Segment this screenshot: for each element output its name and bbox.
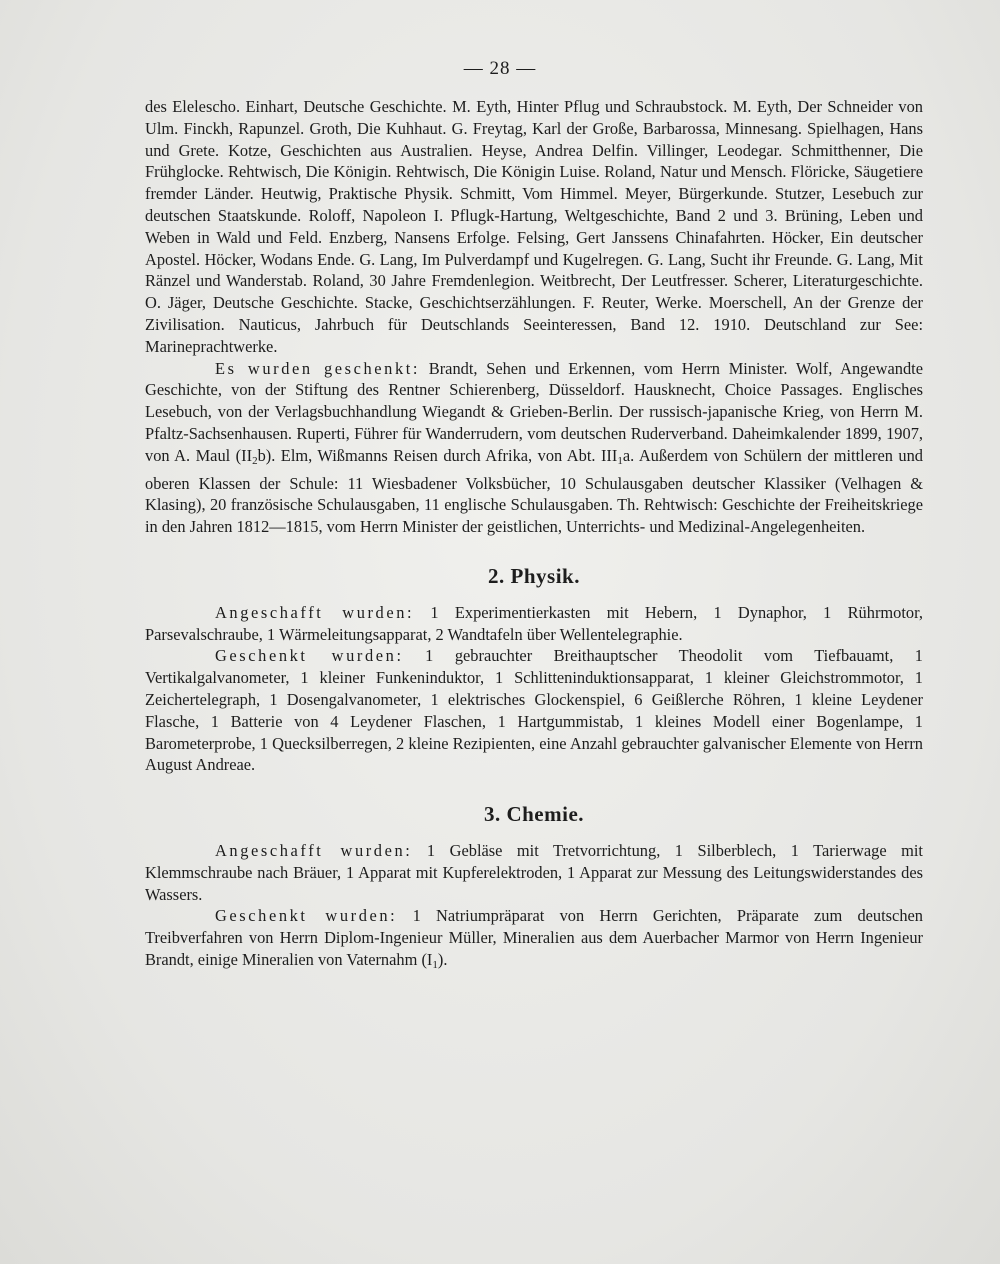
physik-gifted-lead: Geschenkt wurden:	[215, 646, 404, 666]
intro-paragraph: des Elelescho. Einhart, Deutsche Geschichte. M. Eyth, Hinter Pflug und Schraubstock. M. Eyth, Der Schneider von Ulm. Finckh, Rapunzel. Groth, Die Kuhhaut. G. Freytag, Karl der Große, Barbarossa, Minnesang. Spielhagen, Hans und Grete. Kotze, Geschichten aus Australien. Heyse, Andrea Delfin. Villinger, Leodegar. Schmitthenner, Die Frühglocke. Rehtwisch, Die Königin. Rehtwisch, Die Königin Luise. Roland, Natur und Mensch. Flöricke, Säugetiere fremder Länder. Heutwig, Praktische Physik. Schmitt, Vom Himmel. Meyer, Bürgerkunde. Stutzer, Lesebuch zur deutschen Staatskunde. Roloff, Napoleon I. Pflugk-Hartung, Weltgeschichte, Band 2 und 3. Brüning, Leben und Weben in Wald und Feld. Enzberg, Nansens Erfolge. Felsing, Gert Janssens Chinafahrten. Höcker, Ein deutscher Apostel. Höcker, Wodans Ende. G. Lang, Im Pulverdampf und Kugelregen. G. Lang, Sucht ihr Freunde. G. Lang, Mit Ränzel und Wanderstab. Roland, 30 Jahre Fremdenlegion. Weitbrecht, Der Leutfresser. Scherer, Literaturgeschichte. O. Jäger, Deutsche Geschichte. Stacke, Geschichtserzählungen. F. Reuter, Werke. Moerschell, An der Grenze der Zivilisation. Nauticus, Jahrbuch für Deutschlands Seeinteressen, Band 12. 1910. Deutschland zur See: Marineprachtwerke.	[145, 97, 923, 356]
gifts-text-c: a. Außerdem von Schülern der mittleren und oberen Klassen der Schule: 11 Wiesbadener Volksbücher, 10 Schulausgaben deutscher Klassiker (Velhagen & Klasing), 20 französische Schulausgaben, 11 englische Schulausgaben. Th. Rehtwisch: Geschichte der Freiheitskriege in den Jahren 1812—1815, vom Herrn Minister der geistlichen, Unterrichts- und Medizinal-Angelegenheiten.	[145, 445, 923, 537]
chemie-bought-lead: Angeschafft wurden:	[215, 840, 413, 860]
chemie-gifted-text-b: ).	[437, 949, 448, 969]
chemie-gifted-text-a: 1 Natriumpräparat von Herrn Gerichten, Präparate zum deutschen Treibverfahren von Herrn Diplom-Ingenieur Müller, Mineralien aus dem Auerbacher Marmor von Herrn Ingenieur Brandt, einige Mineralien von Vaternahm (I	[145, 906, 924, 969]
gifts-text-b: b). Elm, Wißmanns Reisen durch Afrika, von Abt. III	[257, 445, 618, 465]
physik-bought-paragraph	[145, 602, 923, 646]
gifts-sub-1: 2	[252, 454, 258, 467]
chemie-gifted-sub: 1	[432, 958, 438, 971]
chemie-gifted-lead: Geschenkt wurden:	[215, 906, 398, 926]
body-text	[145, 96, 923, 977]
gifts-lead: Es wurden geschenkt:	[215, 358, 421, 378]
gifts-paragraph	[145, 358, 923, 538]
physik-bought-text: 1 Experimentierkasten mit Hebern, 1 Dynaphor, 1 Rührmotor, Parsevalschraube, 1 Wärmeleitungsapparat, 2 Wandtafeln über Wellentelegraphie.	[145, 602, 923, 644]
physik-gifted-text: 1 gebrauchter Breithauptscher Theodolit vom Tiefbauamt, 1 Vertikalgalvanometer, 1 kleiner Funkeninduktor, 1 Schlitteninduktionsapparat, 1 kleiner Gleichstrommotor, 1 Zeichertelegraph, 1 Dosengalvanometer, 1 elektrisches Glockenspiel, 6 Geißlerche Röhren, 1 kleine Leydener Flasche, 1 Batterie von 4 Leydener Flaschen, 1 Hartgummistab, 1 kleines Modell einer Bogenlampe, 1 Barometerprobe, 1 Quecksilberregen, 2 kleine Rezipienten, eine Anzahl gebrauchter galvanischer Elemente von Herrn August Andreae.	[145, 646, 924, 775]
physik-gifted-paragraph	[145, 645, 923, 776]
gifts-text-a: Brandt, Sehen und Erkennen, vom Herrn Minister. Wolf, Angewandte Geschichte, von der Stiftung des Rentner Schierenberg, Düsseldorf. Hausknecht, Choice Passages. Englisches Lesebuch, von der Verlagsbuchhandlung Wiegandt & Grieben-Berlin. Der russisch-japanische Krieg, von Herrn M. Pfaltz-Sachsenhausen. Ruperti, Führer für Wanderrudern, vom deutschen Ruderverband. Daheimkalender 1899, 1907, von A. Maul (II	[145, 358, 923, 465]
chemie-heading: 3. Chemie.	[483, 802, 585, 827]
page-number: — 28 —	[463, 58, 537, 79]
chemie-gifted-paragraph	[145, 905, 923, 976]
physik-bought-lead: Angeschafft wurden:	[215, 602, 415, 622]
chemie-bought-text: 1 Gebläse mit Tretvorrichtung, 1 Silberblech, 1 Tarierwage mit Klemmschraube nach Bräuer, 1 Apparat mit Kupferelektroden, 1 Apparat zur Messung des Leitungswiderstandes des Wassers.	[145, 840, 923, 904]
physik-heading: 2. Physik.	[488, 563, 580, 588]
chemie-bought-paragraph	[145, 840, 923, 905]
gifts-sub-2: 1	[617, 454, 623, 467]
